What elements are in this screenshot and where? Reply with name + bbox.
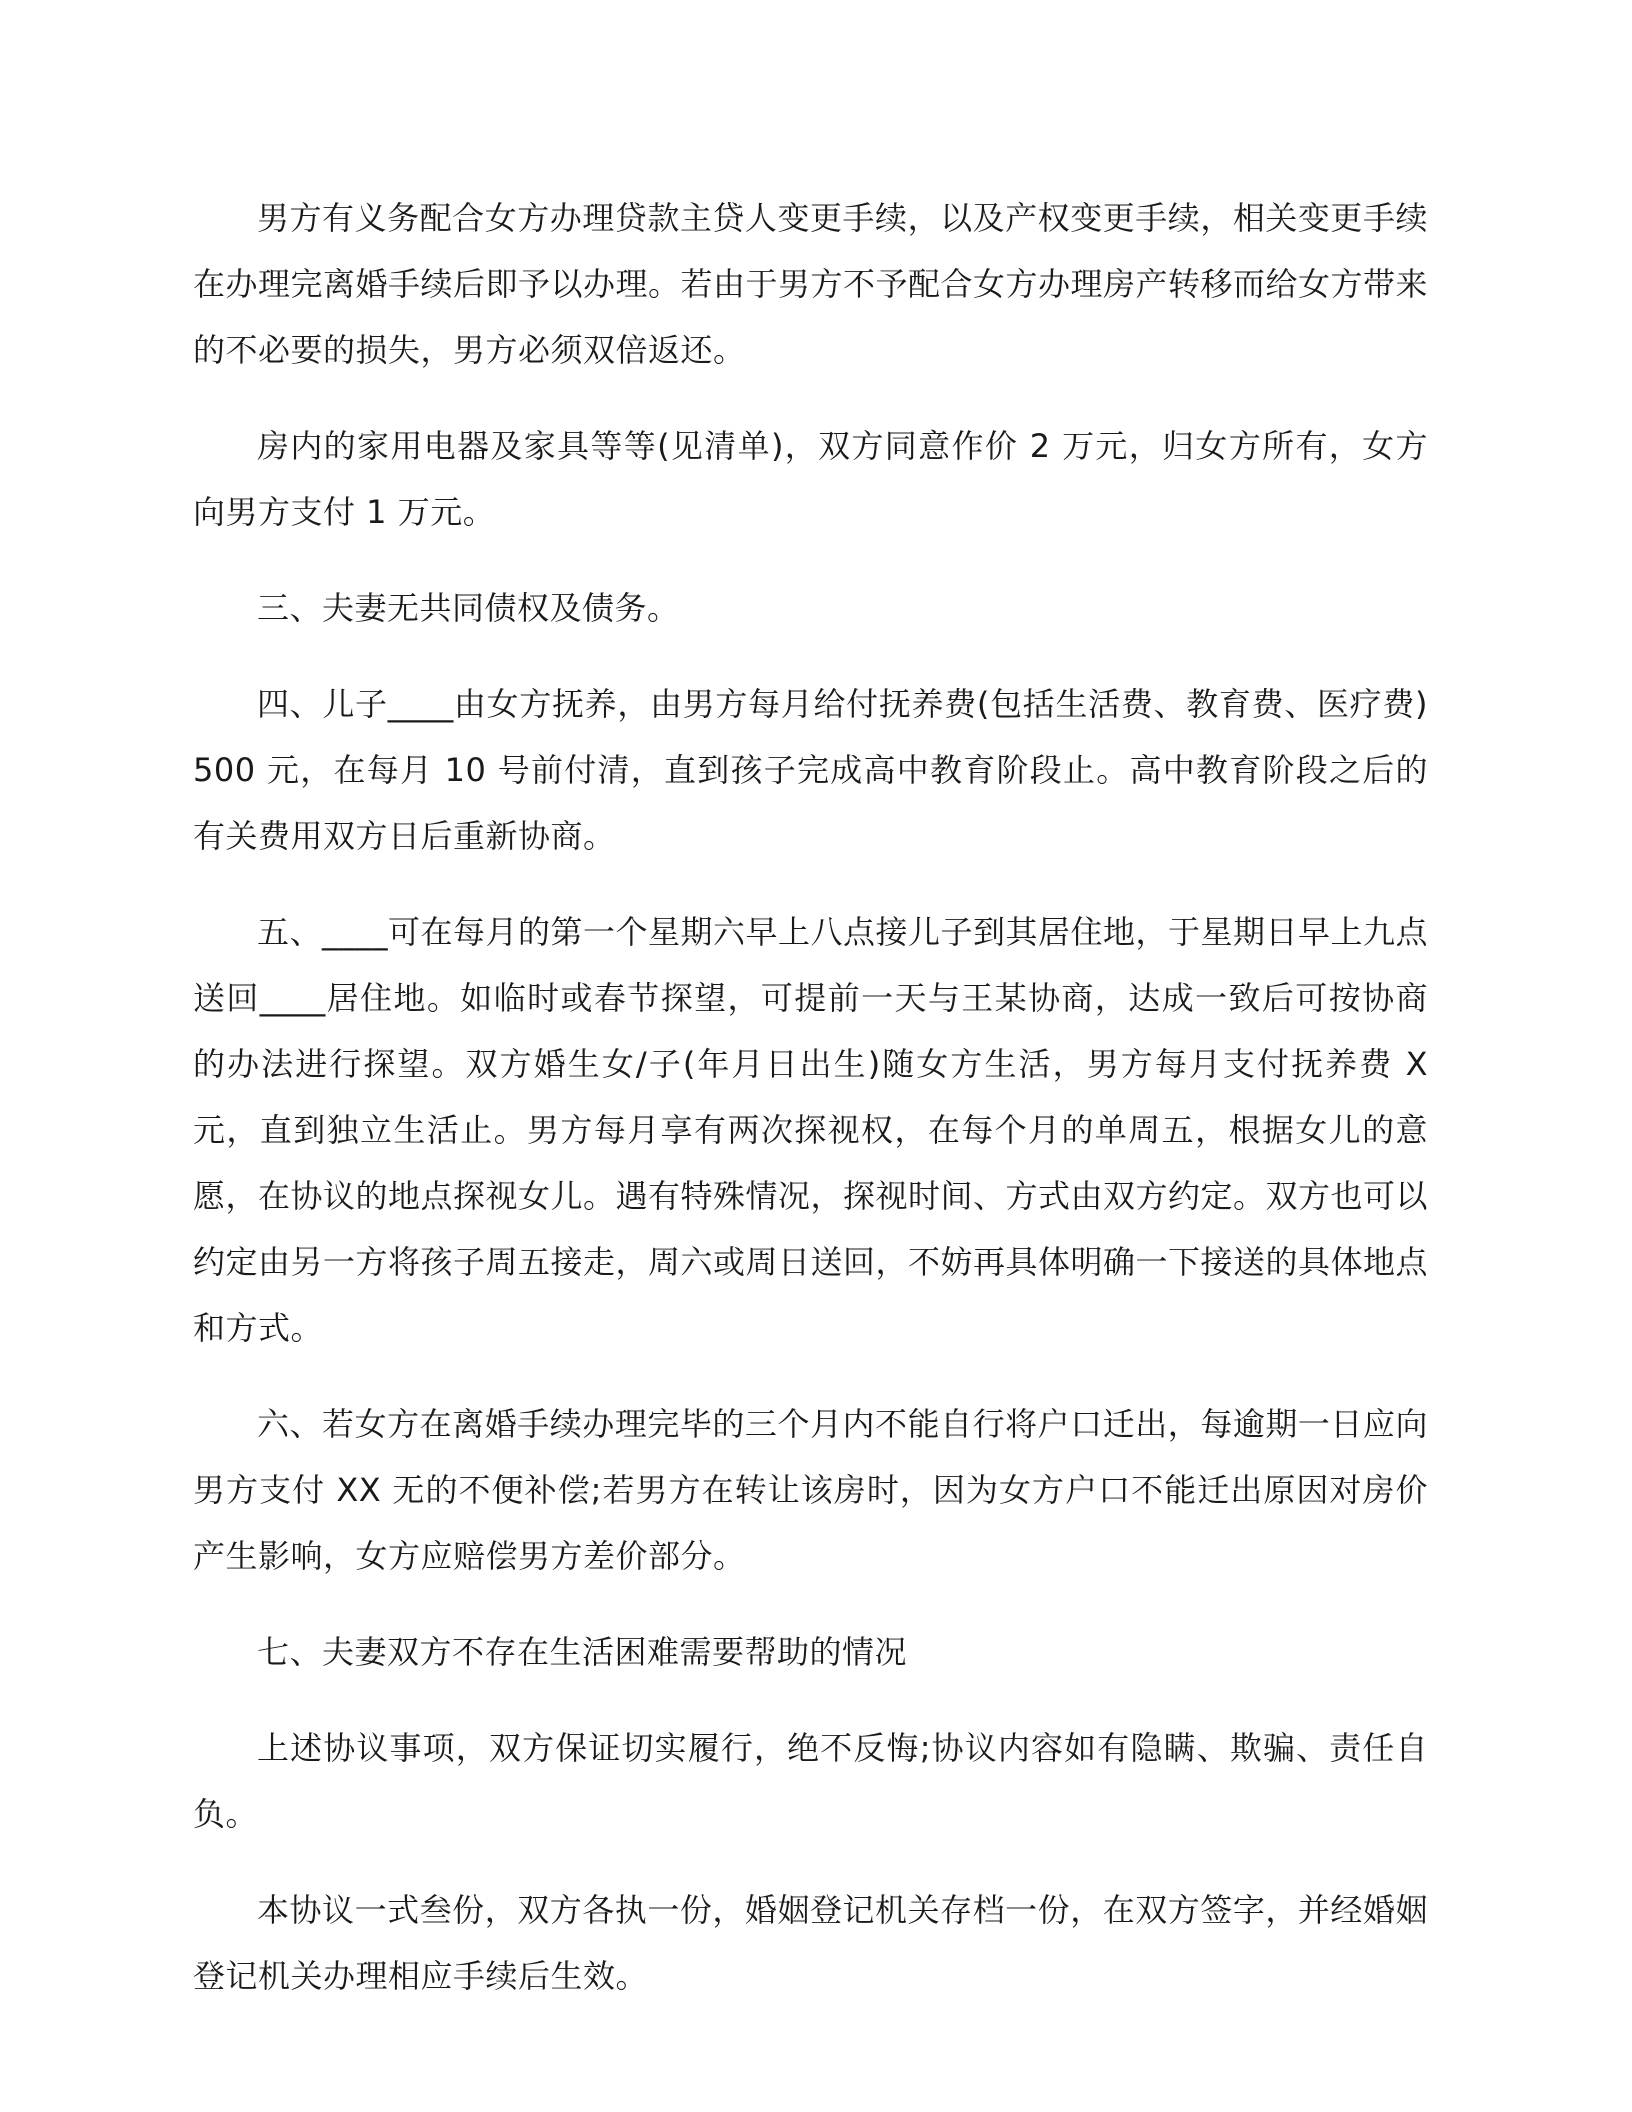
paragraph-clause-3-debts: 三、夫妻无共同债权及债务。 — [257, 589, 680, 627]
paragraph-clause-7-no-hardship: 七、夫妻双方不存在生活困难需要帮助的情况 — [257, 1633, 908, 1671]
paragraph-copies-effect: 本协议一式叁份，双方各执一份，婚姻登记机关存档一份，在双方签字，并经婚姻登记机关办理相应手续后生效。 — [193, 1891, 1428, 1995]
paragraph-clause-6-household-registration: 六、若女方在离婚手续办理完毕的三个月内不能自行将户口迁出，每逾期一日应向男方支付 XX 无的不便补偿;若男方在转让该房时，因为女方户口不能迁出原因对房价产生影响，女方应赔偿男方差价部分。 — [193, 1405, 1428, 1575]
paragraph-clause-4-custody: 四、儿子____由女方抚养，由男方每月给付抚养费(包括生活费、教育费、医疗费)500 元，在每月 10 号前付清，直到孩子完成高中教育阶段止。高中教育阶段之后的有关费用双方日后重新协商。 — [193, 685, 1428, 855]
paragraph-guarantee: 上述协议事项，双方保证切实履行，绝不反悔;协议内容如有隐瞒、欺骗、责任自负。 — [193, 1729, 1428, 1833]
document-body — [193, 185, 1428, 2039]
paragraph-clause-5-visitation: 五、____可在每月的第一个星期六早上八点接儿子到其居住地，于星期日早上九点送回____居住地。如临时或春节探望，可提前一天与王某协商，达成一致后可按协商的办法进行探望。双方婚生女/子(年月日出生)随女方生活，男方每月支付抚养费 X 元，直到独立生活止。男方每月享有两次探视权，在每个月的单周五，根据女儿的意愿，在协议的地点探视女儿。遇有特殊情况，探视时间、方式由双方约定。双方也可以约定由另一方将孩子周五接走，周六或周日送回，不妨再具体明确一下接送的具体地点和方式。 — [193, 913, 1429, 1347]
paragraph-loan-change: 男方有义务配合女方办理贷款主贷人变更手续，以及产权变更手续，相关变更手续在办理完离婚手续后即予以办理。若由于男方不予配合女方办理房产转移而给女方带来的不必要的损失，男方必须双倍返还。 — [193, 199, 1429, 369]
paragraph-furniture-appliances: 房内的家用电器及家具等等(见清单)，双方同意作价 2 万元，归女方所有，女方向男方支付 1 万元。 — [193, 427, 1428, 531]
